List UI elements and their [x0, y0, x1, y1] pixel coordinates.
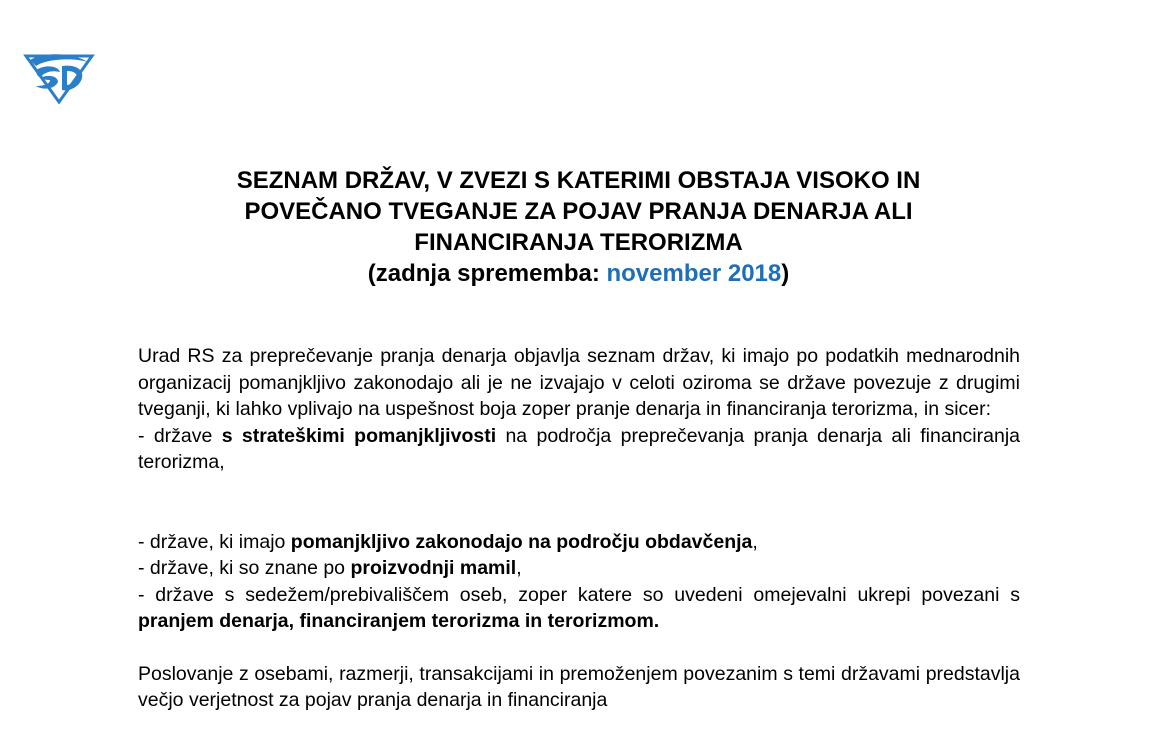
item-emphasis: pomanjkljivo zakonodajo na področju obdavčenja — [290, 530, 753, 553]
list-item — [138, 423, 1020, 476]
item-suffix: na področja preprečevanja pranja denarja ali financiranja terorizma, — [138, 424, 1020, 473]
revision-note — [0, 258, 1157, 289]
spacer — [138, 476, 1020, 529]
list-item — [138, 582, 1020, 635]
item-prefix: - države, ki so znane po — [138, 557, 351, 579]
list-item — [138, 555, 1020, 582]
intro-paragraph: Urad RS za preprečevanje pranja denarja objavlja seznam držav, ki imajo po podatkih mednarodnih organizacij pomanjkljivo zakonodajo ali je ne izvajajo v celoti oziroma se države povezuje z drugimi tveganji, ki lahko vplivajo na uspešnost boja zoper pranje denarja in financiranja terorizma, in sicer: — [138, 345, 1020, 420]
spacer — [138, 635, 1020, 661]
item-prefix: - države, ki imajo — [138, 530, 291, 553]
document-body — [138, 343, 1020, 714]
office-logo-icon — [22, 50, 96, 104]
item-emphasis: proizvodnji mamil — [350, 557, 517, 579]
revision-suffix: ) — [781, 260, 790, 287]
item-emphasis: s strateškimi pomanjkljivosti — [221, 424, 497, 447]
title-line-3: FINANCIRANJA TERORIZMA — [414, 229, 743, 256]
item-prefix: - države s sedežem/prebivališčem oseb, zoper katere so uvedeni omejevalni ukrepi povezani s — [138, 583, 1020, 606]
title-line-2: POVEČANO TVEGANJE ZA POJAV PRANJA DENARJA ALI — [244, 198, 913, 225]
title-line-1: SEZNAM DRŽAV, V ZVEZI S KATERIMI OBSTAJA VISOKO IN — [236, 167, 921, 194]
item-emphasis: pranjem denarja, financiranjem terorizma in terorizmom. — [138, 610, 660, 632]
list-item — [138, 529, 1020, 556]
item-suffix: , — [516, 557, 522, 579]
item-suffix: , — [752, 530, 758, 553]
closing-paragraph: Poslovanje z osebami, razmerji, transakcijami in premoženjem povezanim s temi državami predstavlja večjo verjetnost za pojav pranja denarja in financiranja — [138, 662, 1020, 711]
item-prefix: - države — [138, 424, 222, 447]
revision-date: november 2018 — [606, 260, 782, 287]
revision-prefix: (zadnja sprememba: — [367, 260, 607, 287]
document-title — [0, 165, 1157, 289]
